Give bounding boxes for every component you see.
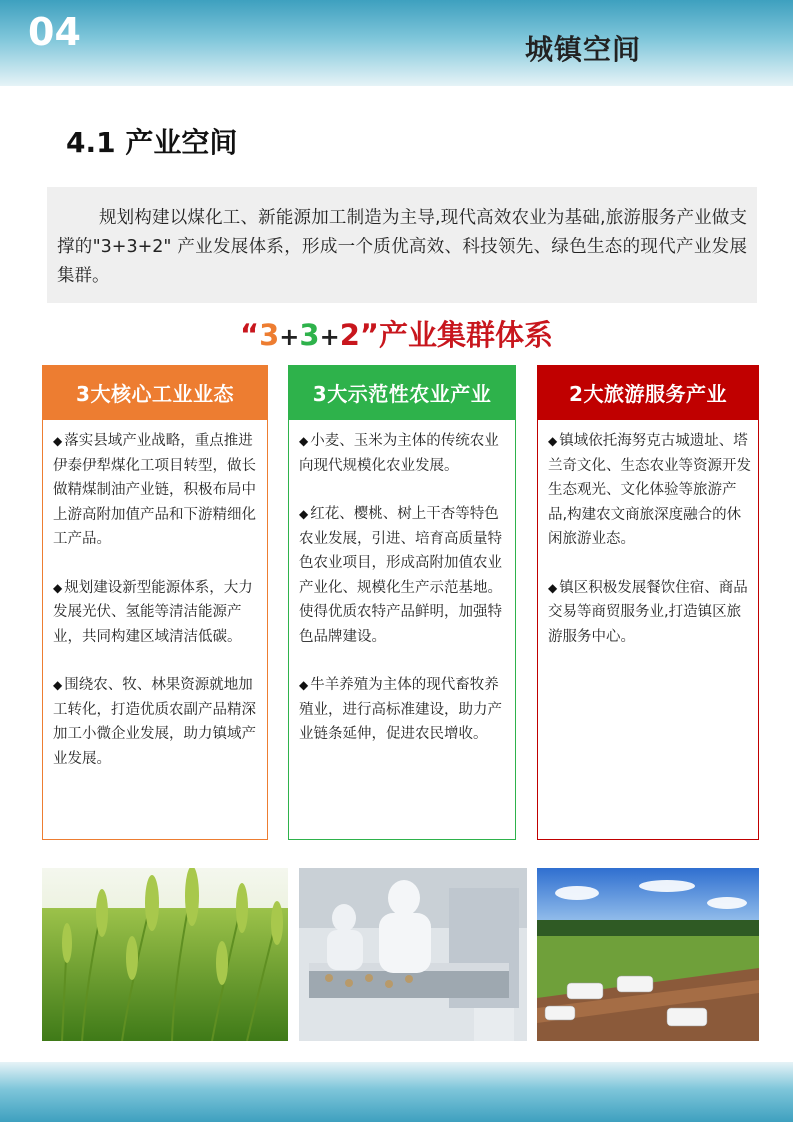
diamond-bullet-icon: ◆ [53,678,63,692]
page-footer [0,1062,793,1122]
cluster-heading [0,313,793,354]
intro-text: 规划构建以煤化工、新能源加工制造为主导,现代高效农业为基础,旅游服务产业做支撑的"3+3+2" 产业发展体系，形成一个质优高效、科技领先、绿色生态的现代产业发展集群。 [57,208,747,286]
heading-number-3-industry: 3 [259,318,280,352]
grassland-camp-photo [537,868,759,1041]
heading-open-quote: “ [240,318,260,352]
list-item [548,576,752,650]
heading-plus: + [319,323,340,351]
diamond-bullet-icon: ◆ [299,434,309,448]
diamond-bullet-icon: ◆ [548,580,558,595]
tourism-column-header: 2大旅游服务产业 [537,365,759,420]
intro-box [47,187,757,303]
diamond-bullet-icon: ◆ [53,580,63,595]
chapter-number: 04 [28,10,81,54]
diamond-bullet-icon: ◆ [53,434,63,448]
wheat-field-photo [42,868,288,1041]
heading-plus: + [279,323,300,351]
diamond-bullet-icon: ◆ [299,678,309,692]
industry-column-box [42,410,268,840]
page-header [0,0,793,86]
industry-column-header: 3大核心工业业态 [42,365,268,420]
list-item-text: 规划建设新型能源体系，大力发展光伏、氢能等清洁能源产业，共同构建区域清洁低碳。 [53,579,253,645]
list-item-text: 围绕农、牧、林果资源就地加工转化，打造优质农副产品精深加工小微企业发展，助力镇域产业发展。 [53,677,256,767]
agriculture-column-box [288,410,516,840]
heading-text: 产业集群体系 [378,318,553,352]
list-item [299,502,509,649]
list-item [299,673,509,747]
list-item [53,576,261,650]
list-item [548,429,752,552]
list-item-text: 落实县域产业战略，重点推进伊泰伊犁煤化工项目转型，做长做精煤制油产业链，积极布局中上游高附加值产品和下游精细化工产品。 [53,433,256,547]
section-title: 4.1 产业空间 [66,126,238,159]
list-item [53,429,261,552]
list-item-text: 小麦、玉米为主体的传统农业向现代规模化农业发展。 [299,433,499,474]
heading-number-2-tourism: 2 [339,318,360,352]
industry-list [53,429,261,795]
chapter-title: 城镇空间 [524,33,641,66]
list-item-text: 镇域依托海努克古城遗址、塔兰奇文化、生态农业等资源开发生态观光、文化体验等旅游产品,构建农文商旅深度融合的休闲旅游业态。 [548,433,751,547]
heading-number-3-agriculture: 3 [299,318,320,352]
tourism-list [548,429,752,673]
tourism-column-box [537,410,759,840]
diamond-bullet-icon: ◆ [548,434,558,448]
list-item-text: 牛羊养殖为主体的现代畜牧养殖业，进行高标准建设，助力产业链条延伸，促进农民增收。 [299,677,502,742]
list-item [299,429,509,478]
list-item [53,673,261,771]
list-item-text: 镇区积极发展餐饮住宿、商品交易等商贸服务业,打造镇区旅游服务中心。 [548,579,748,645]
diamond-bullet-icon: ◆ [299,507,309,521]
heading-close-quote: ” [359,318,379,352]
agriculture-column-header: 3大示范性农业产业 [288,365,516,420]
food-factory-photo [299,868,527,1041]
list-item-text: 红花、樱桃、树上干杏等特色农业发展，引进、培育高质量特色农业项目，形成高附加值农业产业化、规模化生产示范基地。使得优质农特产品鲜明，加强特色品牌建设。 [299,506,502,645]
agriculture-list [299,429,509,771]
